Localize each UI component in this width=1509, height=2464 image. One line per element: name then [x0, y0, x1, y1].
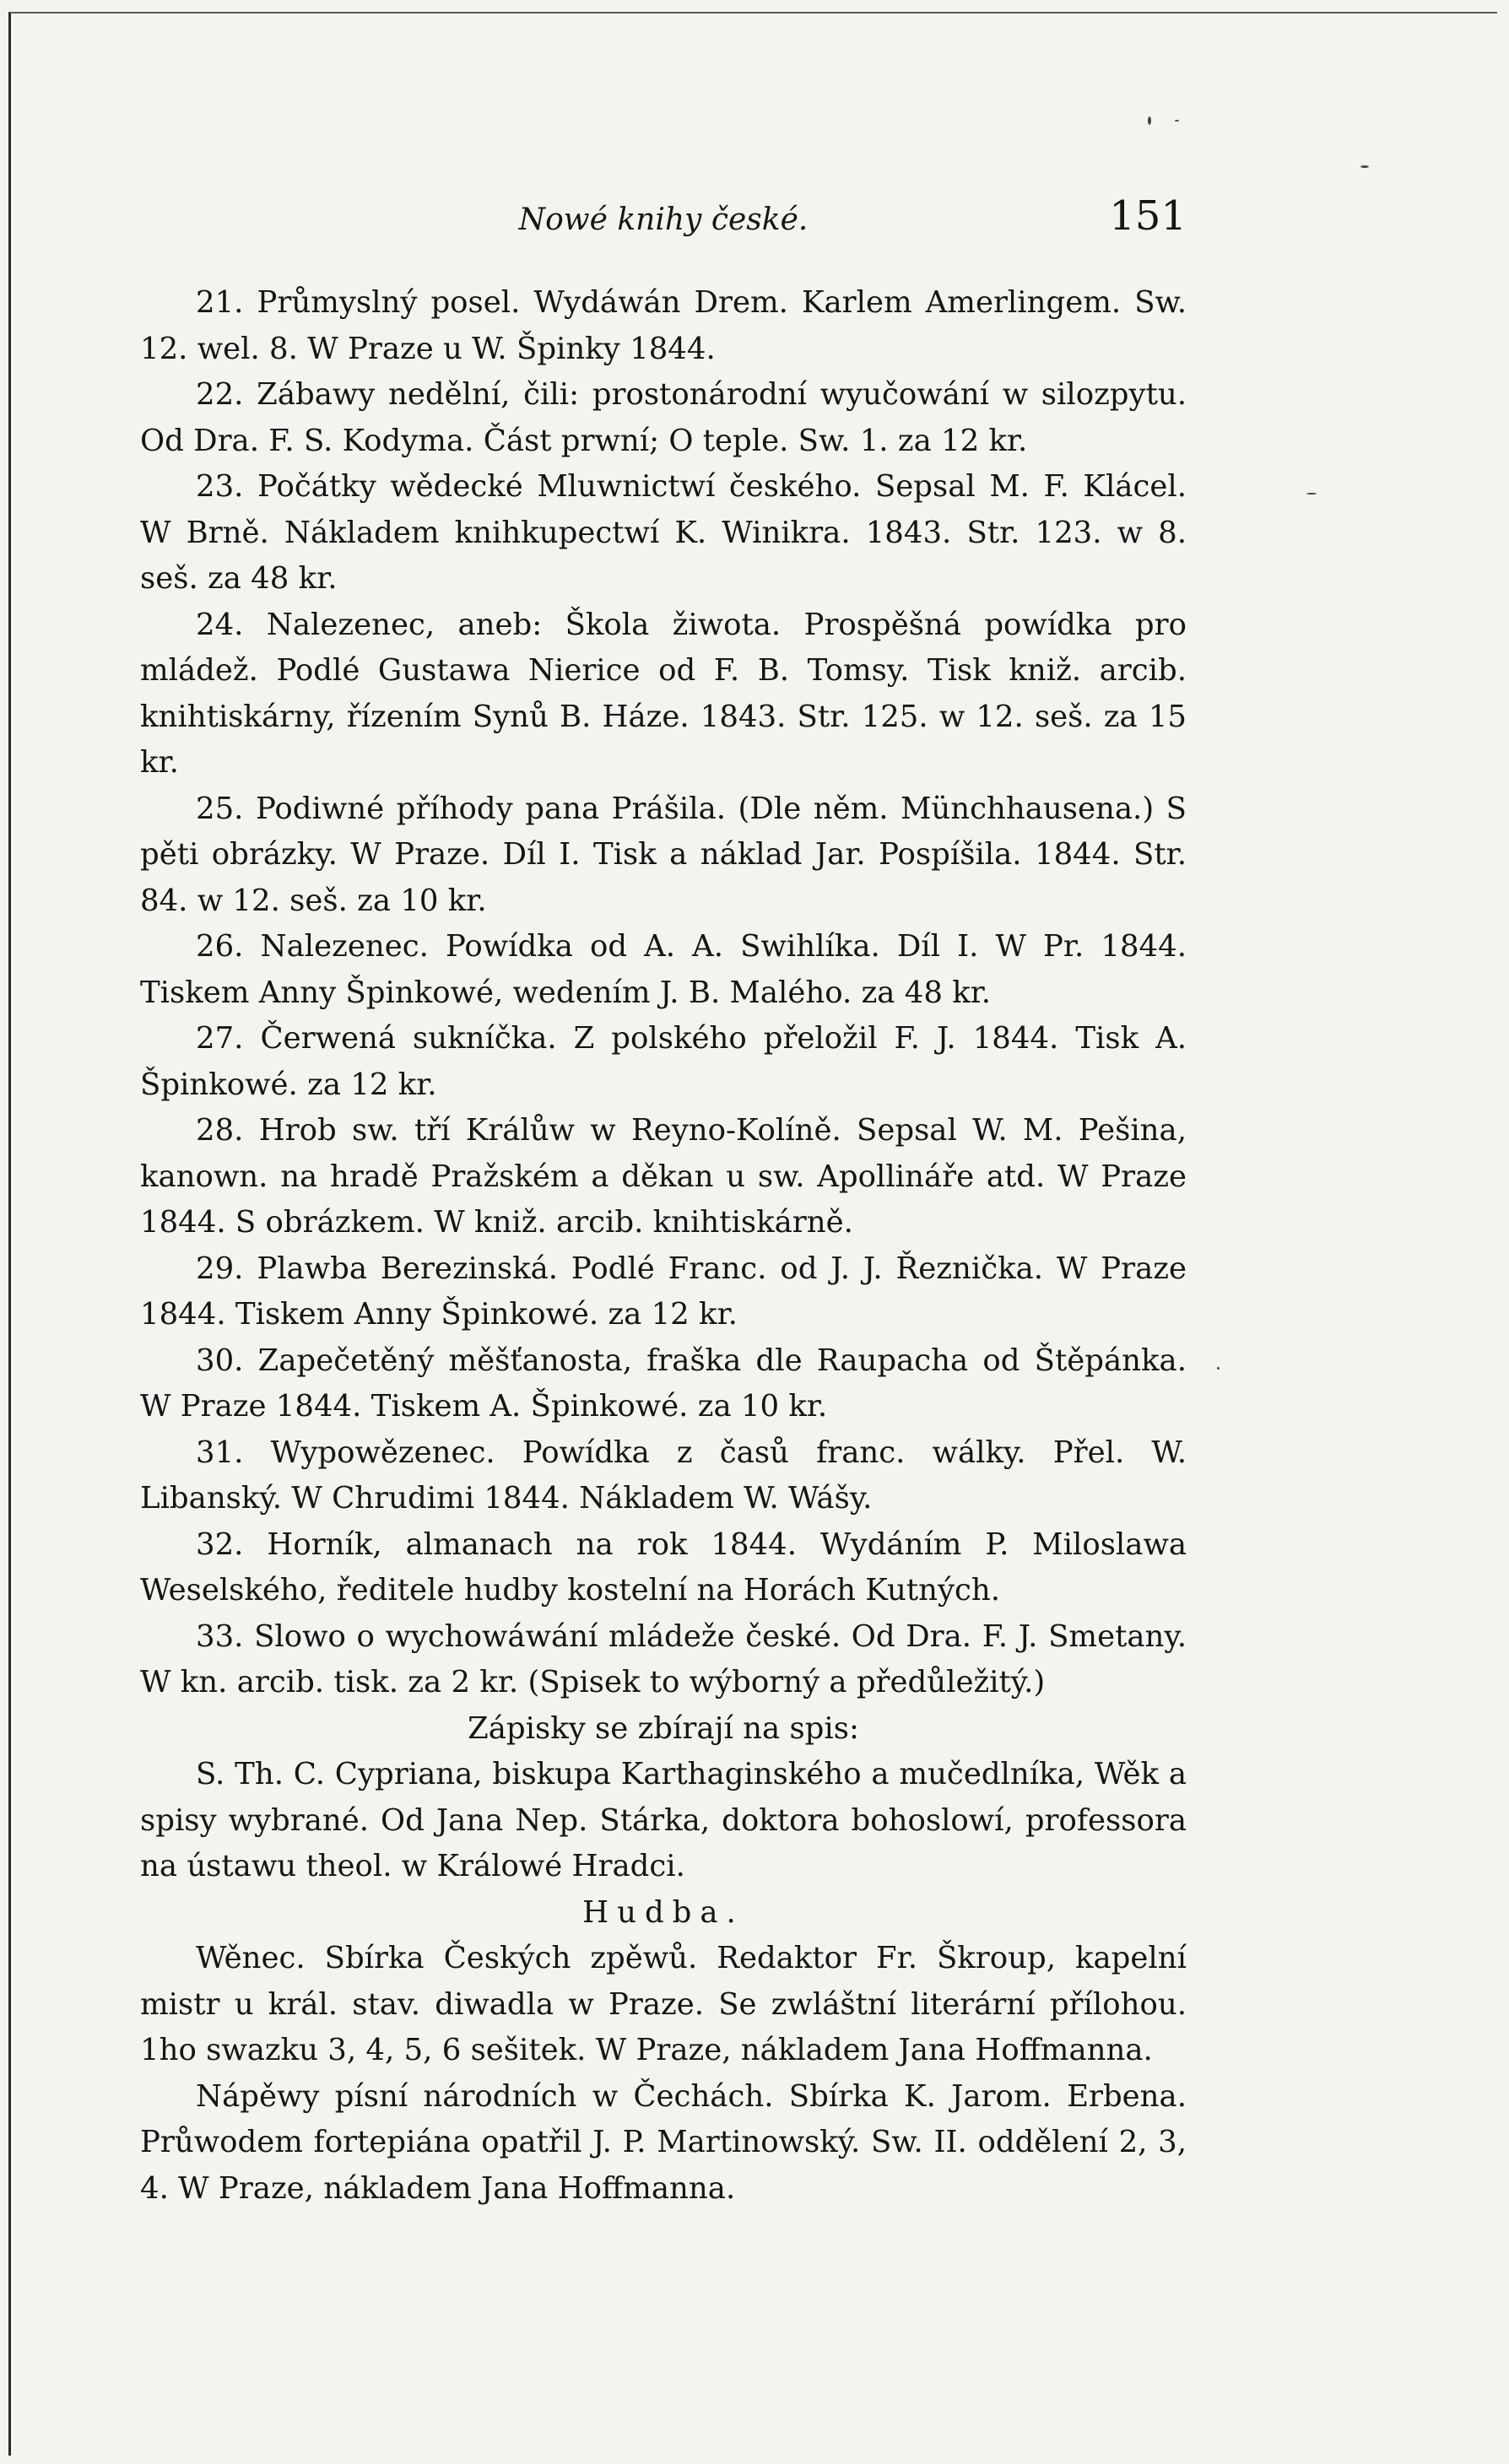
book-page — [140, 192, 1187, 2212]
page-header — [140, 192, 1187, 251]
list-item: 30. Zapečetěný měšťanosta, fraška dle Raupacha od Štěpánka. W Praze 1844. Tiskem A. Špinkowé. za 10 kr. — [140, 1343, 1187, 1424]
subscription-heading: Zápisky se zbírají na spis: — [468, 1710, 859, 1746]
list-item: 31. Wypowězenec. Powídka z časů franc. wálky. Přel. W. Libanský. W Chrudimi 1844. Nákladem W. Wášy. — [140, 1435, 1187, 1516]
music-heading: Hudba. — [582, 1894, 744, 1930]
list-item: 21. Průmyslný posel. Wydáwán Drem. Karlem Amerlingem. Sw. 12. wel. 8. W Praze u W. Špinky 1844. — [140, 285, 1187, 366]
running-title: Nowé knihy české. — [518, 203, 809, 237]
list-item: 33. Slowo o wychowáwání mládeže české. Od Dra. F. J. Smetany. W kn. arcib. tisk. za 2 kr. (Spisek to wýborný a předůležitý.) — [140, 1618, 1187, 1699]
list-item: 29. Plawba Berezinská. Podlé Franc. od J. J. Řeznička. W Praze 1844. Tiskem Anny Špinkowé. za 12 kr. — [140, 1251, 1187, 1332]
body-text — [140, 280, 1187, 2212]
page-number: 151 — [1109, 192, 1187, 240]
list-item: 32. Horník, almanach na rok 1844. Wydáním P. Miloslawa Weselského, ředitele hudby kostelní na Horách Kutných. — [140, 1526, 1187, 1608]
music-item: Nápěwy písní národních w Čechách. Sbírka K. Jarom. Erbena. Průwodem fortepiána opatřil J. P. Martinowský. Sw. II. oddělení 2, 3, 4. W Praze, nákladem Jana Hoffmanna. — [140, 2078, 1187, 2206]
list-item: 24. Nalezenec, aneb: Škola žiwota. Prospěšná powídka pro mládež. Podlé Gustawa Nierice od F. B. Tomsy. Tisk kniž. arcib. knihtiskárny, řízením Synů B. Háze. 1843. Str. 125. w 12. seš. za 15 kr. — [140, 607, 1187, 780]
music-item: Wěnec. Sbírka Českých zpěwů. Redaktor Fr. Škroup, kapelní mistr u král. stav. diwadla w Praze. Se zwláštní literární přílohou. 1ho swazku 3, 4, 5, 6 sešitek. W Praze, nákladem Jana Hoffmanna. — [140, 1941, 1187, 2067]
list-item: 26. Nalezenec. Powídka od A. A. Swihlíka. Díl I. W Pr. 1844. Tiskem Anny Špinkowé, wedením J. B. Malého. za 48 kr. — [140, 929, 1187, 1010]
list-item: 27. Čerwená sukníčka. Z polského přeložil F. J. 1844. Tisk A. Špinkowé. za 12 kr. — [140, 1021, 1187, 1102]
list-item: 25. Podiwné příhody pana Prášila. (Dle něm. Münchhausena.) S pěti obrázky. W Praze. Díl I. Tisk a náklad Jar. Pospíšila. 1844. Str. 84. w 12. seš. za 10 kr. — [140, 791, 1187, 918]
list-item: 23. Počátky wědecké Mluwnictwí českého. Sepsal M. F. Klácel. W Brně. Nákladem knihkupectwí K. Winikra. 1843. Str. 123. w 8. seš. za 48 kr. — [140, 469, 1187, 596]
subscription-text: S. Th. C. Cypriana, biskupa Karthaginského a mučedlníka, Wěk a spisy wybrané. Od Jana Nep. Stárka, doktora bohoslowí, professora na ústawu theol. w Králowé Hradci. — [140, 1757, 1187, 1883]
list-item: 28. Hrob sw. tří Králůw w Reyno-Kolíně. Sepsal W. M. Pešina, kanown. na hradě Pražském a děkan u sw. Apollináře atd. W Praze 1844. S obrázkem. W kniž. arcib. knihtiskárně. — [140, 1113, 1187, 1240]
list-item: 22. Zábawy nedělní, čili: prostonárodní wyučowání w silozpytu. Od Dra. F. S. Kodyma. Část prwní; O teple. Sw. 1. za 12 kr. — [140, 377, 1187, 458]
